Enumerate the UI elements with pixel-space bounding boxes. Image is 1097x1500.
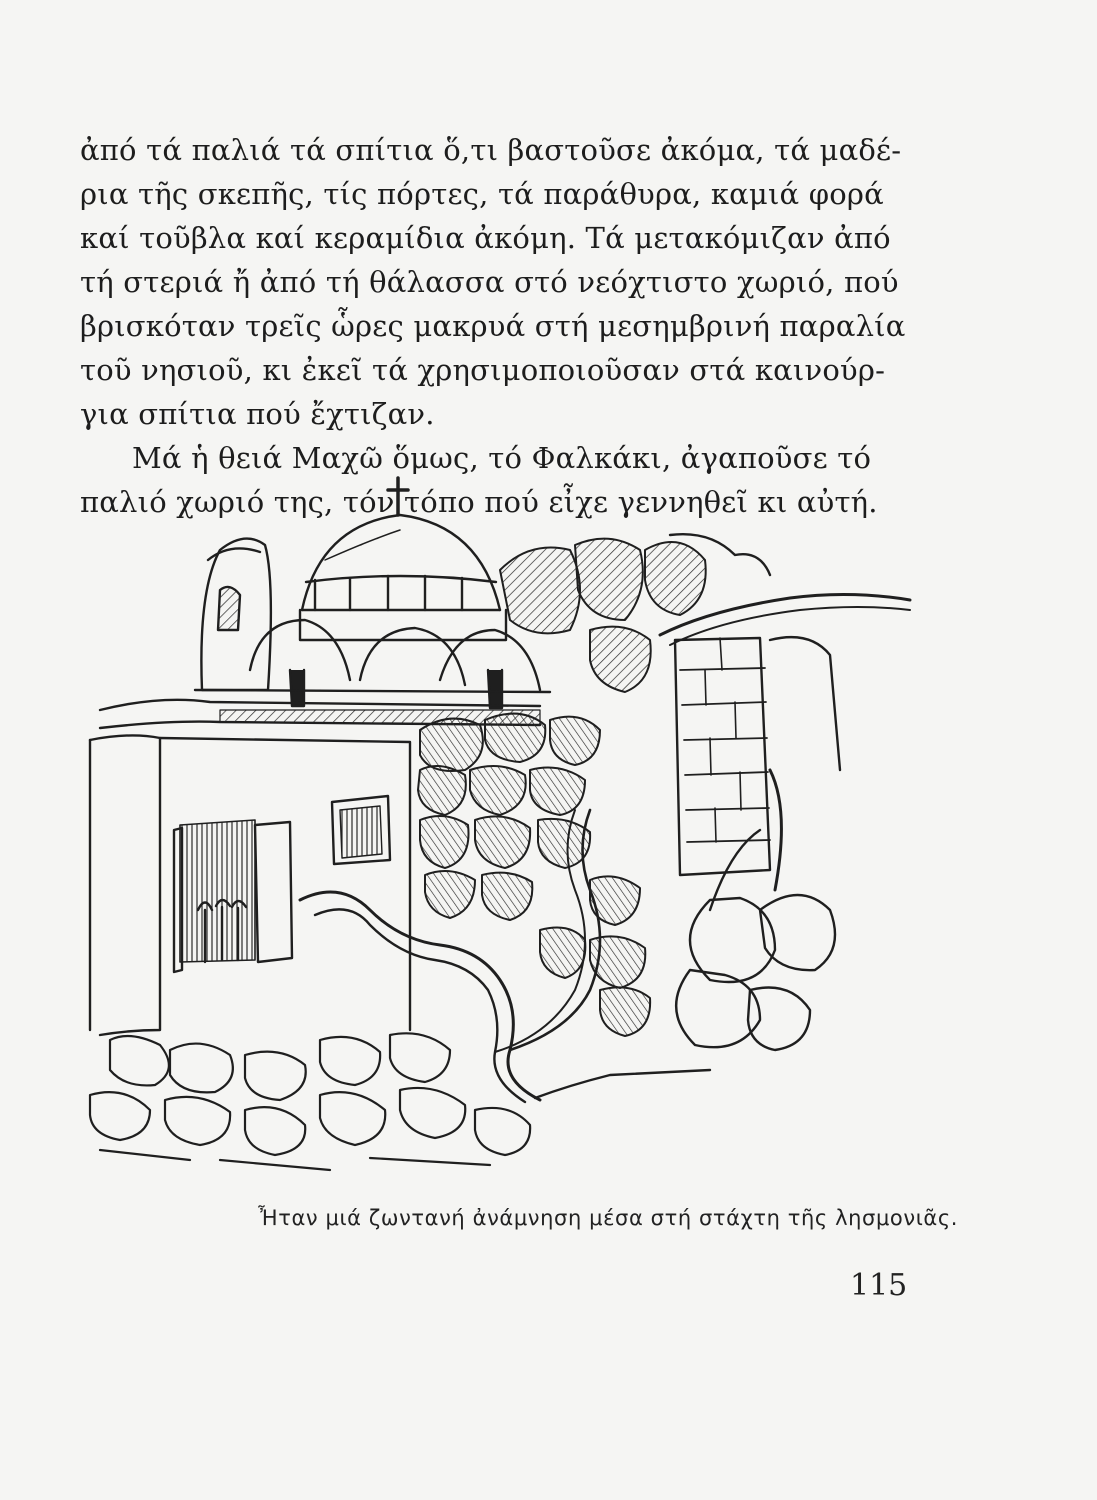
text-line: για σπίτια πού ἔχτιζαν. — [80, 397, 435, 431]
text-line: τοῦ νησιοῦ, κι ἐκεῖ τά χρησιμοποιοῦσαν στά καινούρ- — [80, 353, 886, 387]
text-line: ρια τῆς σκεπῆς, τίς πόρτες, τά παράθυρα, καμιά φορά — [80, 177, 884, 211]
text-line: Μά ἡ θειά Μαχῶ ὅμως, τό Φαλκάκι, ἀγαποῦσε τό — [132, 441, 872, 475]
text-line: παλιό χωριό της, τόν τόπο πού εἶχε γεννηθεῖ κι αὐτή. — [80, 485, 878, 519]
text-line: ἀπό τά παλιά τά σπίτια ὅ,τι βαστοῦσε ἀκόμα, τά μαδέ- — [80, 133, 902, 167]
text-line: τή στεριά ἤ ἀπό τή θάλασσα στό νεόχτιστο χωριό, πού — [80, 265, 899, 299]
page-number: 115 — [850, 1268, 908, 1303]
village-chapel-illustration — [70, 470, 930, 1190]
body-text — [80, 128, 920, 524]
text-line: βρισκόταν τρεῖς ὧρες μακρυά στή μεσημβρινή παραλία — [80, 309, 906, 343]
text-line: καί τοῦβλα καί κεραμίδια ἀκόμη. Τά μετακόμιζαν ἀπό — [80, 221, 891, 255]
illustration-caption: Ἦταν μιά ζωντανή ἀνάμνηση μέσα στή στάχτη τῆς λησμονιᾶς. — [258, 1206, 959, 1230]
